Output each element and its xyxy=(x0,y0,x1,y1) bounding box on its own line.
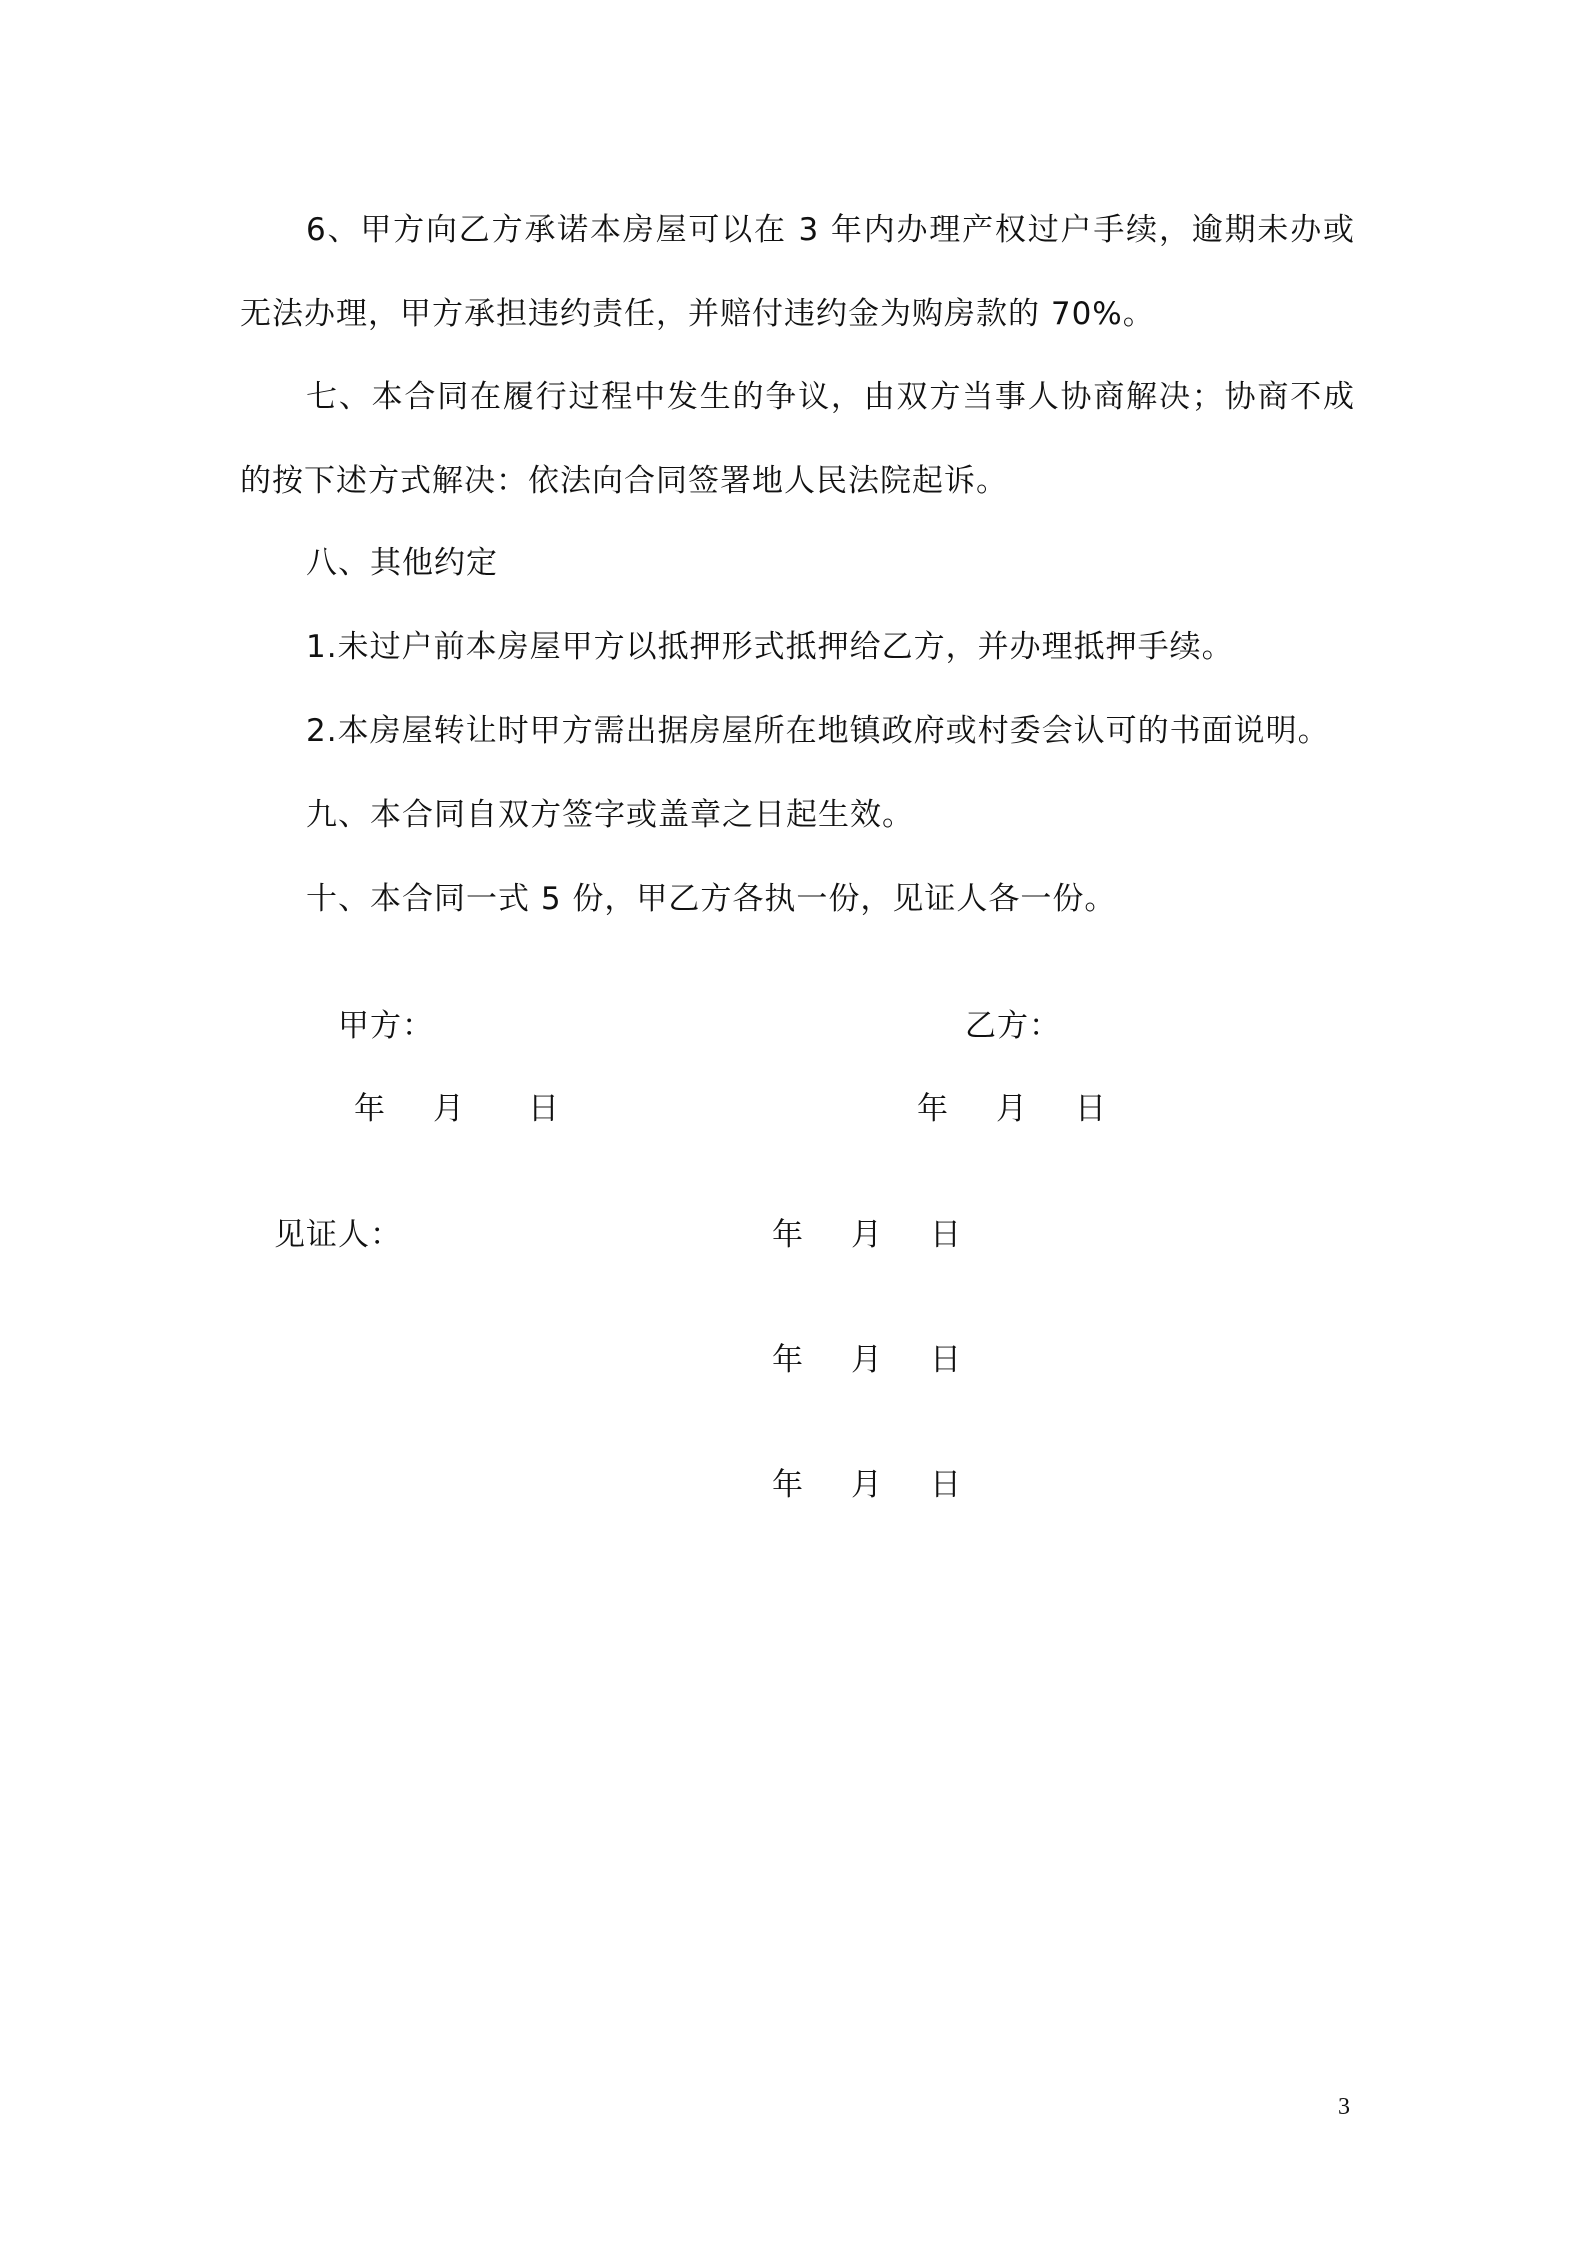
witness-date-1 xyxy=(772,1215,961,1255)
day-label: 日 xyxy=(930,1342,961,1378)
witness-date-2 xyxy=(772,1340,961,1380)
month-label: 月 xyxy=(851,1467,882,1503)
year-label: 年 xyxy=(354,1091,385,1127)
month-label: 月 xyxy=(996,1091,1027,1127)
year-label: 年 xyxy=(772,1342,803,1378)
clause-8-title: 八、其他约定 xyxy=(306,545,498,581)
day-label: 日 xyxy=(930,1217,961,1253)
year-label: 年 xyxy=(917,1091,948,1127)
clause-6: 6、甲方向乙方承诺本房屋可以在 3 年内办理产权过户手续，逾期未办或无法办理，甲方承担违约责任，并赔付违约金为购房款的 70%。 xyxy=(240,212,1355,332)
party-a-date xyxy=(354,1089,559,1129)
day-label: 日 xyxy=(930,1467,961,1503)
year-label: 年 xyxy=(772,1217,803,1253)
month-label: 月 xyxy=(851,1342,882,1378)
day-label: 日 xyxy=(1075,1091,1106,1127)
page-number: 3 xyxy=(1338,2094,1350,2120)
clause-8-item-2: 2.本房屋转让时甲方需出据房屋所在地镇政府或村委会认可的书面说明。 xyxy=(306,713,1330,749)
clause-9: 九、本合同自双方签字或盖章之日起生效。 xyxy=(306,797,914,833)
clause-8-item-1: 1.未过户前本房屋甲方以抵押形式抵押给乙方，并办理抵押手续。 xyxy=(306,629,1234,665)
year-label: 年 xyxy=(772,1467,803,1503)
party-a-label: 甲方： xyxy=(338,1008,434,1044)
month-label: 月 xyxy=(433,1091,464,1127)
witness-date-3 xyxy=(772,1465,961,1505)
clause-10: 十、本合同一式 5 份，甲乙方各执一份，见证人各一份。 xyxy=(306,881,1117,917)
month-label: 月 xyxy=(851,1217,882,1253)
witness-label: 见证人： xyxy=(274,1217,402,1253)
party-b-date xyxy=(917,1089,1106,1129)
day-label: 日 xyxy=(528,1091,559,1127)
clause-7: 七、本合同在履行过程中发生的争议，由双方当事人协商解决；协商不成的按下述方式解决：依法向合同签署地人民法院起诉。 xyxy=(240,379,1355,499)
party-b-label: 乙方： xyxy=(965,1008,1061,1044)
